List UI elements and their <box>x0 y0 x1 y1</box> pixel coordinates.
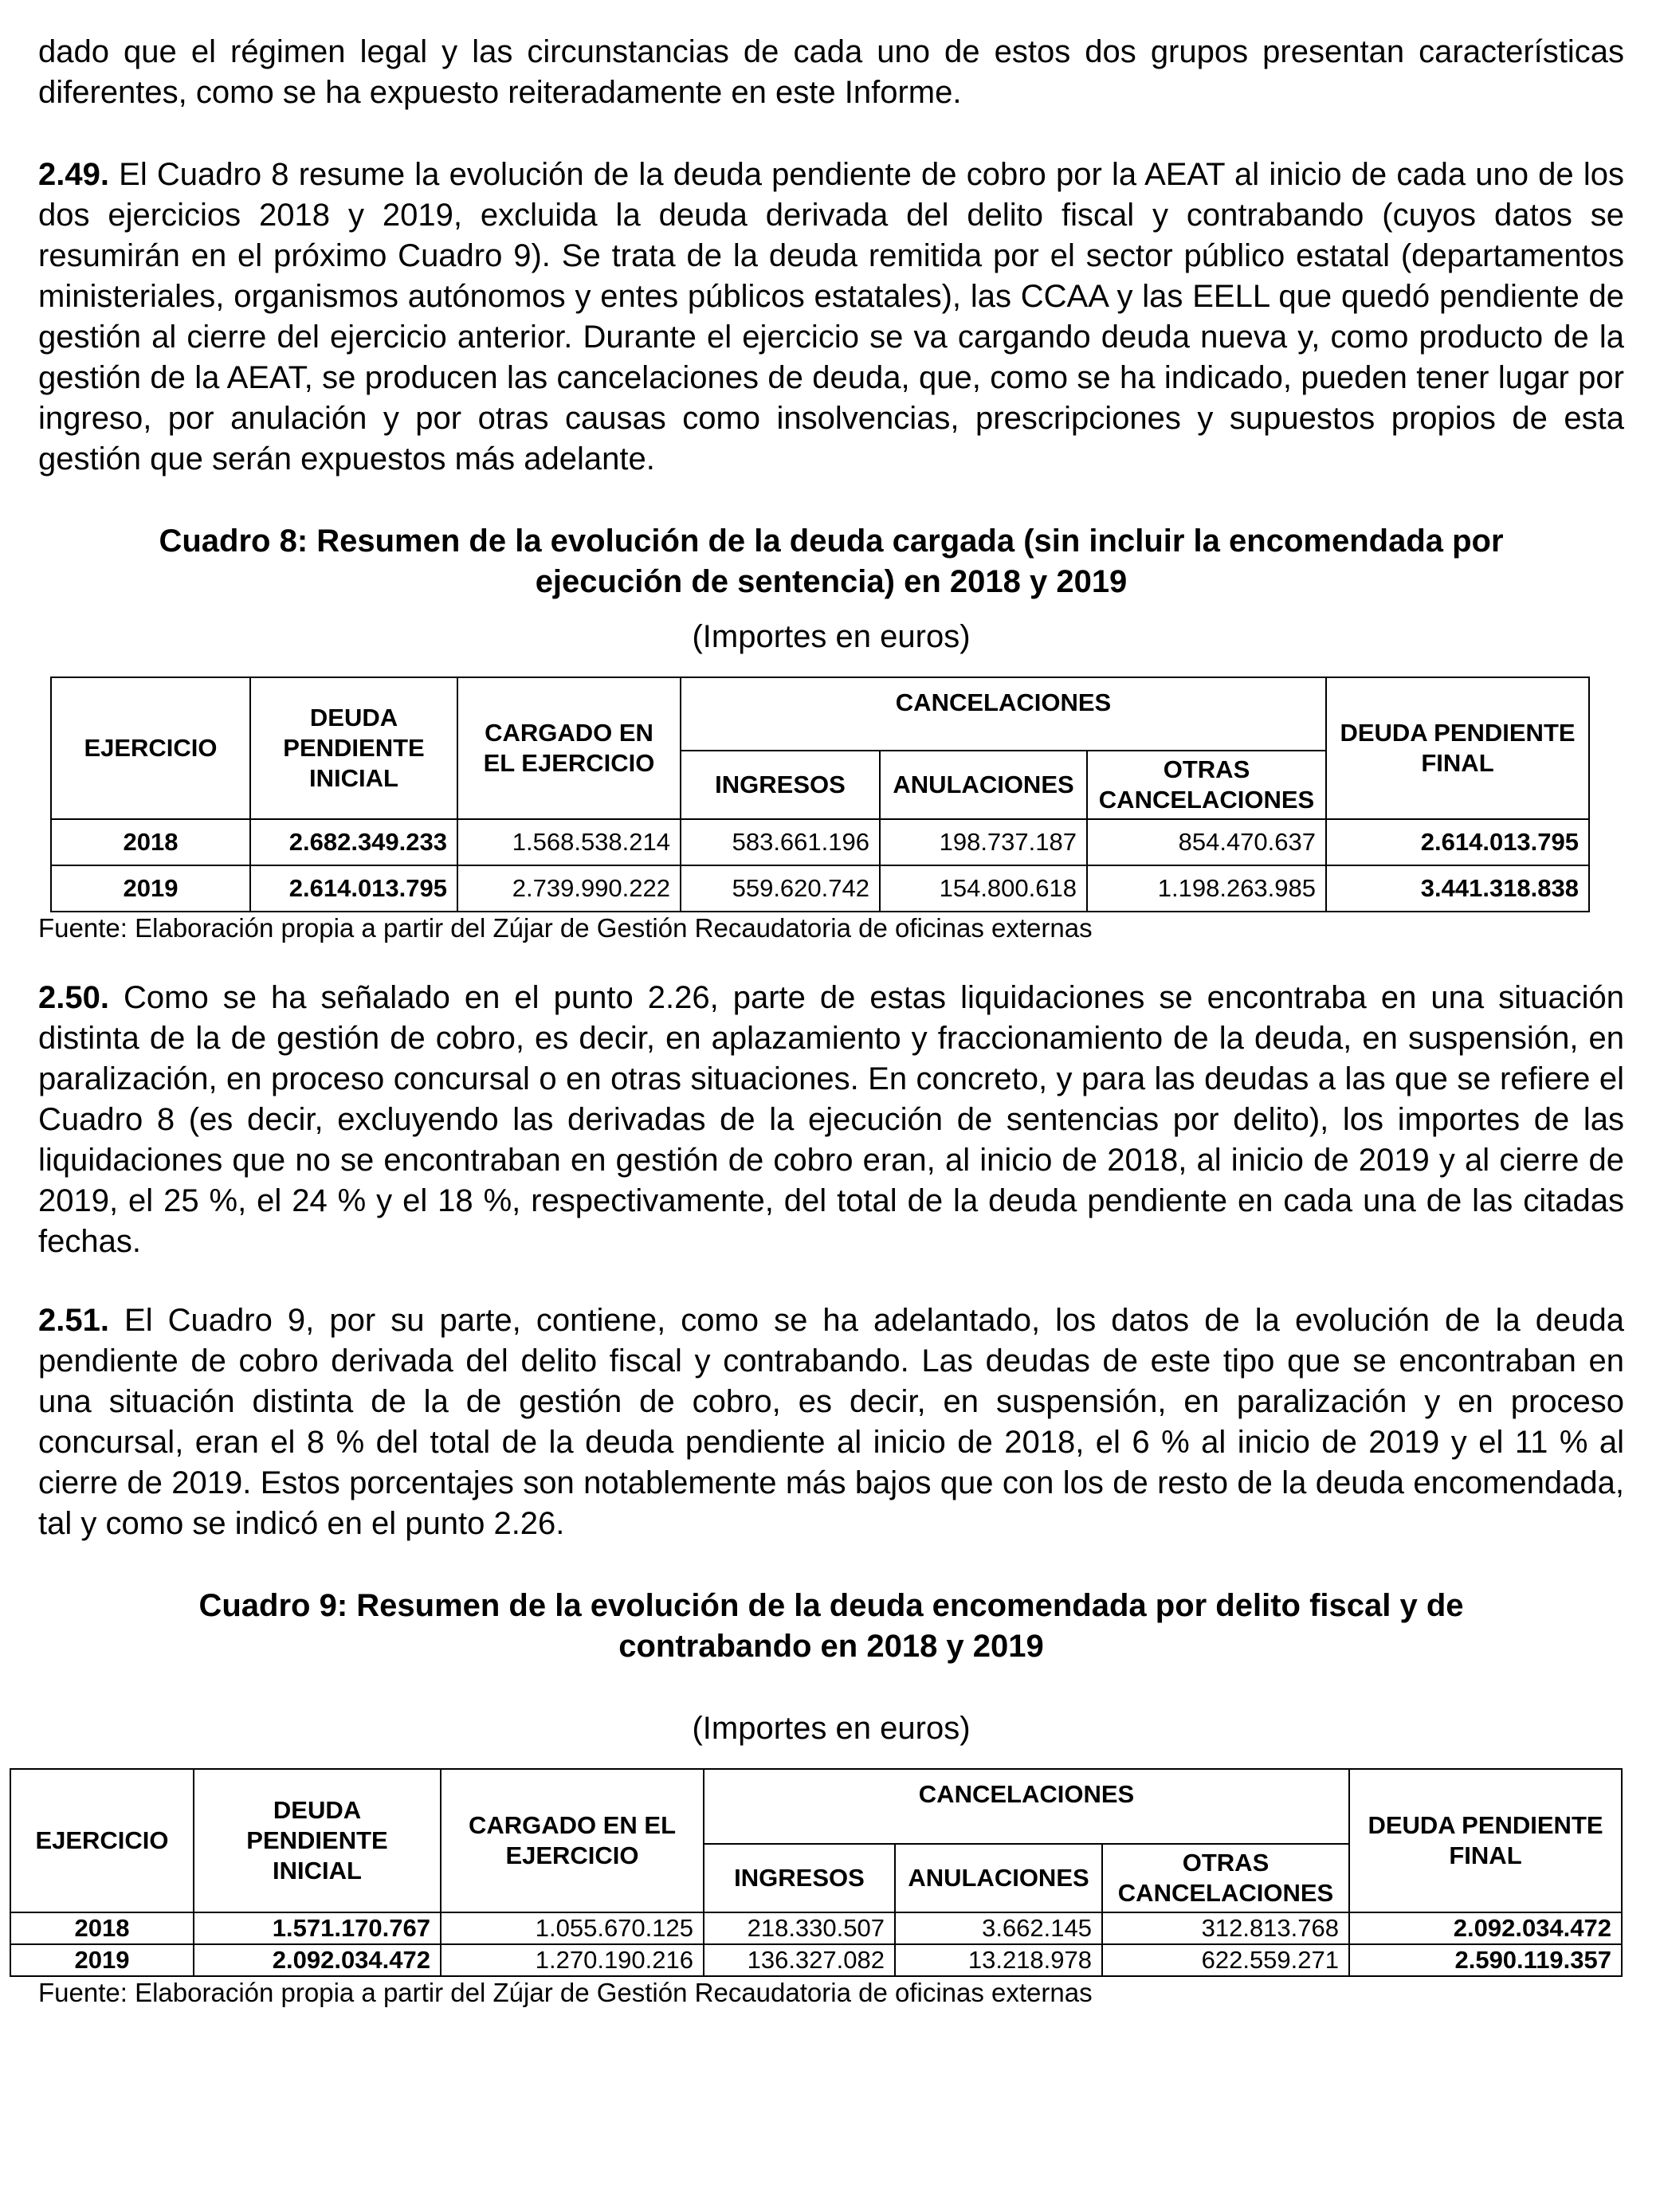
cuadro8-units: (Importes en euros) <box>692 619 971 654</box>
cell-year: 2019 <box>51 865 250 912</box>
cuadro9-units: (Importes en euros) <box>692 1711 971 1746</box>
header-otras: OTRAS CANCELACIONES <box>1087 751 1326 819</box>
cell-ingresos: 583.661.196 <box>681 819 880 865</box>
paragraph-2-51 <box>38 1300 1624 1544</box>
header-ingresos: INGRESOS <box>681 751 880 819</box>
cuadro8-table <box>50 677 1590 912</box>
header-ejercicio: EJERCICIO <box>10 1769 194 1912</box>
paragraph-number: 2.50. <box>38 980 109 1015</box>
header-deuda-inicial: DEUDA PENDIENTE INICIAL <box>250 677 457 819</box>
header-ingresos: INGRESOS <box>704 1844 895 1912</box>
cell-inicial: 2.682.349.233 <box>250 819 457 865</box>
header-cargado: CARGADO EN EL EJERCICIO <box>457 677 681 819</box>
cuadro9-caption-line2: contrabando en 2018 y 2019 <box>618 1629 1044 1664</box>
header-cancelaciones: CANCELACIONES <box>704 1769 1349 1844</box>
table-row <box>51 865 1589 912</box>
table-row <box>10 1944 1622 1976</box>
cell-otras: 854.470.637 <box>1087 819 1326 865</box>
cell-ingresos: 136.327.082 <box>704 1944 895 1976</box>
header-cancelaciones: CANCELACIONES <box>681 677 1326 751</box>
cell-anulaciones: 13.218.978 <box>895 1944 1102 1976</box>
cell-final: 2.590.119.357 <box>1349 1944 1622 1976</box>
cell-cargado: 1.055.670.125 <box>441 1912 704 1944</box>
paragraph-number: 2.49. <box>38 157 109 192</box>
cell-year: 2018 <box>10 1912 194 1944</box>
header-deuda-final: DEUDA PENDIENTE FINAL <box>1349 1769 1622 1912</box>
paragraph-text: El Cuadro 9, por su parte, contiene, como se ha adelantado, los datos de la evolución de la deuda pendiente de cobro derivada del delito fiscal y contrabando. Las deudas de este tipo que se encontraban en una situación distinta de la de gestión de cobro, es decir, en suspensión, en paralización y en proceso concursal, eran el 8 % del total de la deuda pendiente al inicio de 2018, el 6 % al inicio de 2019 y el 11 % al cierre de 2019. Estos porcentajes son notablemente más bajos que con los de resto de la deuda encomendada, tal y como se indicó en el punto 2.26. <box>38 1303 1624 1541</box>
cell-inicial: 2.092.034.472 <box>194 1944 441 1976</box>
paragraph-2-49 <box>38 155 1624 480</box>
cuadro9-caption-line1: Cuadro 9: Resumen de la evolución de la deuda encomendada por delito fiscal y de <box>198 1588 1464 1623</box>
cell-inicial: 1.571.170.767 <box>194 1912 441 1944</box>
paragraph-text: El Cuadro 8 resume la evolución de la deuda pendiente de cobro por la AEAT al inicio de cada uno de los dos ejercicios 2018 y 2019, excluida la deuda derivada del delito fiscal y contrabando (cuyos datos se resumirán en el próximo Cuadro 9). Se trata de la deuda remitida por el sector público estatal (departamentos ministeriales, organismos autónomos y entes públicos estatales), las CCAA y las EELL que quedó pendiente de gestión al cierre del ejercicio anterior. Durante el ejercicio se va cargando deuda nueva y, como producto de la gestión de la AEAT, se producen las cancelaciones de deuda, que, como se ha indicado, pueden tener lugar por ingreso, por anulación y por otras causas como insolvencias, prescripciones y supuestos propios de esta gestión que serán expuestos más adelante. <box>38 157 1624 477</box>
intro-paragraph: dado que el régimen legal y las circunstancias de cada uno de estos dos grupos presentan características diferentes, como se ha expuesto reiteradamente en este Informe. <box>38 34 1624 110</box>
header-anulaciones: ANULACIONES <box>880 751 1087 819</box>
cell-otras: 622.559.271 <box>1102 1944 1349 1976</box>
header-otras: OTRAS CANCELACIONES <box>1102 1844 1349 1912</box>
paragraph-text: Como se ha señalado en el punto 2.26, parte de estas liquidaciones se encontraba en una situación distinta de la de gestión de cobro, es decir, en aplazamiento y fraccionamiento de la deuda, en suspensión, en paralización, en proceso concursal o en otras situaciones. En concreto, y para las deudas a las que se refiere el Cuadro 8 (es decir, excluyendo las derivadas de la ejecución de sentencias por delito), los importes de las liquidaciones que no se encontraban en gestión de cobro eran, al inicio de 2018, al inicio de 2019 y al cierre de 2019, el 25 %, el 24 % y el 18 %, respectivamente, del total de la deuda pendiente en cada una de las citadas fechas. <box>38 980 1624 1259</box>
paragraph-2-50 <box>38 978 1624 1262</box>
cell-inicial: 2.614.013.795 <box>250 865 457 912</box>
table-row <box>10 1912 1622 1944</box>
header-ejercicio: EJERCICIO <box>51 677 250 819</box>
paragraph-number: 2.51. <box>38 1303 109 1338</box>
cell-anulaciones: 3.662.145 <box>895 1912 1102 1944</box>
cell-cargado: 1.568.538.214 <box>457 819 681 865</box>
header-anulaciones: ANULACIONES <box>895 1844 1102 1912</box>
cell-cargado: 2.739.990.222 <box>457 865 681 912</box>
cuadro8-caption-line1: Cuadro 8: Resumen de la evolución de la deuda cargada (sin incluir la encomendada por <box>159 524 1504 559</box>
cuadro9-source: Fuente: Elaboración propia a partir del Zújar de Gestión Recaudatoria de oficinas externas <box>38 1978 1093 2007</box>
cuadro8-caption-line2: ejecución de sentencia) en 2018 y 2019 <box>535 564 1128 599</box>
cell-cargado: 1.270.190.216 <box>441 1944 704 1976</box>
cell-anulaciones: 154.800.618 <box>880 865 1087 912</box>
cell-final: 2.614.013.795 <box>1326 819 1589 865</box>
cell-final: 3.441.318.838 <box>1326 865 1589 912</box>
cell-otras: 312.813.768 <box>1102 1912 1349 1944</box>
cuadro9-table <box>10 1768 1623 1977</box>
header-deuda-inicial: DEUDA PENDIENTE INICIAL <box>194 1769 441 1912</box>
cell-ingresos: 559.620.742 <box>681 865 880 912</box>
table-row <box>51 819 1589 865</box>
cell-year: 2019 <box>10 1944 194 1976</box>
document-page <box>35 32 1624 2009</box>
cell-anulaciones: 198.737.187 <box>880 819 1087 865</box>
header-deuda-final: DEUDA PENDIENTE FINAL <box>1326 677 1589 819</box>
header-cargado: CARGADO EN EL EJERCICIO <box>441 1769 704 1912</box>
cuadro8-source: Fuente: Elaboración propia a partir del Zújar de Gestión Recaudatoria de oficinas externas <box>38 913 1093 943</box>
cell-otras: 1.198.263.985 <box>1087 865 1326 912</box>
cell-final: 2.092.034.472 <box>1349 1912 1622 1944</box>
cell-year: 2018 <box>51 819 250 865</box>
cell-ingresos: 218.330.507 <box>704 1912 895 1944</box>
